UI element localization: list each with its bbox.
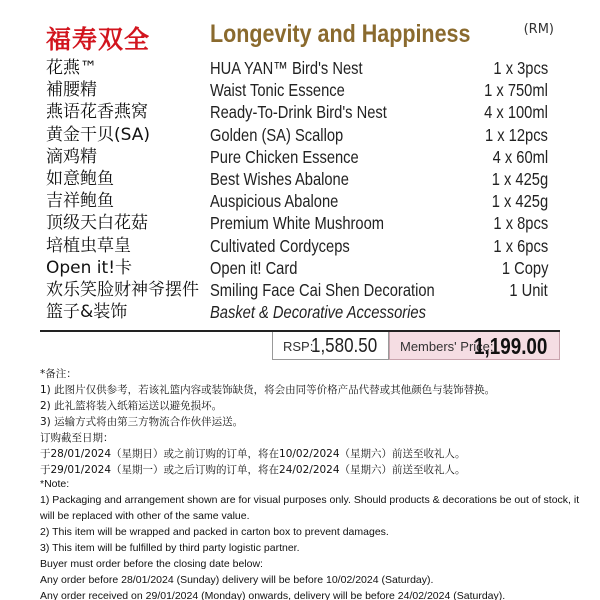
item-row [46, 301, 548, 323]
item-row [46, 79, 548, 101]
item-name-cn: 黄金干贝(SA) [46, 124, 151, 145]
item-quantity: 4 x 60ml [492, 146, 548, 167]
item-name-cn: 篮子&装饰 [46, 302, 128, 323]
item-row [46, 124, 548, 146]
item-quantity: 4 x 100ml [484, 102, 548, 123]
item-name-cn: 培植虫草皇 [46, 235, 131, 256]
item-quantity: 1 Unit [509, 279, 548, 300]
item-name-en: Waist Tonic Essence [210, 80, 345, 101]
currency-label: (RM) [523, 22, 554, 37]
note-line: 于28/01/2024（星期日）或之前订购的订单，将在10/02/2024（星期六）前送至收礼人。 [40, 448, 466, 460]
item-name-cn: 如意鲍鱼 [46, 168, 114, 189]
note-line: 3) 运输方式将由第三方物流合作伙伴运送。 [40, 416, 244, 428]
note-line: 2) 此礼篮将装入纸箱运送以避免损坏。 [40, 400, 223, 412]
rsp-label: RSP: [283, 339, 314, 354]
notes-chinese [40, 366, 580, 478]
item-quantity: 1 x 750ml [484, 80, 548, 101]
member-price-value: 1,199.00 [474, 333, 548, 359]
item-quantity: 1 Copy [501, 257, 548, 278]
item-row [46, 235, 548, 257]
title-english: Longevity and Happiness [210, 20, 471, 48]
item-name-en: Open it! Card [210, 257, 298, 278]
item-row [46, 190, 548, 212]
rsp-price-box [272, 332, 389, 360]
item-quantity: 1 x 8pcs [493, 213, 548, 234]
note-line: 1) Packaging and arrangement shown are for visual purposes only. Should products & decorations be out of stock, it will be replaced with other of the same value. [40, 494, 580, 522]
item-name-en: Cultivated Cordyceps [210, 235, 350, 256]
note-line: Any order before 28/01/2024 (Sunday) delivery will be before 10/02/2024 (Saturday). [40, 574, 434, 586]
item-name-en: Best Wishes Abalone [210, 168, 349, 189]
title-chinese: 福寿双全 [46, 25, 151, 54]
note-line: 于29/01/2024（星期一）或之后订购的订单，将在24/02/2024（星期六）前送至收礼人。 [40, 464, 466, 476]
item-name-en: Smiling Face Cai Shen Decoration [210, 279, 435, 300]
item-name-cn: Open it!卡 [46, 257, 133, 278]
item-list [46, 57, 548, 323]
item-name-en: Auspicious Abalone [210, 191, 339, 212]
item-name-cn: 滴鸡精 [46, 146, 97, 167]
item-row [46, 279, 548, 301]
note-line: 2) This item will be wrapped and packed in carton box to prevent damages. [40, 526, 389, 538]
item-name-cn: 吉祥鲍鱼 [46, 191, 114, 212]
notes-english [40, 476, 585, 600]
rsp-value: 1,580.50 [311, 335, 378, 357]
item-quantity: 1 x 425g [491, 191, 548, 212]
item-row [46, 101, 548, 123]
item-row [46, 212, 548, 234]
header [40, 18, 560, 54]
price-bar [40, 330, 560, 360]
item-quantity: 1 x 3pcs [493, 58, 548, 78]
item-name-cn: 燕语花香燕窝 [46, 102, 148, 123]
note-line: *备注： [40, 368, 77, 380]
note-line: Any order received on 29/01/2024 (Monday) onwards, delivery will be before 24/02/2024 (Saturday). [40, 590, 506, 600]
item-name-en: Premium White Mushroom [210, 213, 384, 234]
item-name-cn: 欢乐笑脸财神爷摆件 [46, 279, 199, 300]
item-name-en: Basket & Decorative Accessories [210, 302, 426, 323]
member-price-box [389, 332, 560, 360]
item-row [46, 257, 548, 279]
item-name-en: Pure Chicken Essence [210, 146, 359, 167]
item-name-cn: 顶级天白花菇 [46, 213, 148, 234]
note-line: 3) This item will be fulfilled by third party logistic partner. [40, 542, 300, 554]
item-row [46, 168, 548, 190]
member-price-label: Members' Price: [400, 339, 494, 354]
item-quantity: 1 x 425g [491, 168, 548, 189]
item-name-en: Golden (SA) Scallop [210, 124, 344, 145]
item-quantity: 1 x 6pcs [493, 235, 548, 256]
item-row [46, 57, 548, 79]
item-row [46, 146, 548, 168]
note-line: 订购截至日期： [40, 432, 114, 444]
note-line: 1) 此图片仅供参考，若该礼篮内容或装饰缺货，将会由同等价格产品代替或其他颜色与装饰替换。 [40, 384, 496, 396]
note-line: *Note: [40, 478, 70, 490]
item-name-en: HUA YAN™ Bird's Nest [210, 58, 363, 78]
item-name-cn: 補腰精 [46, 80, 97, 101]
item-name-en: Ready-To-Drink Bird's Nest [210, 102, 387, 123]
item-name-cn: 花燕™ [46, 58, 97, 78]
note-line: Buyer must order before the closing date below: [40, 558, 263, 570]
item-quantity: 1 x 12pcs [485, 124, 548, 145]
